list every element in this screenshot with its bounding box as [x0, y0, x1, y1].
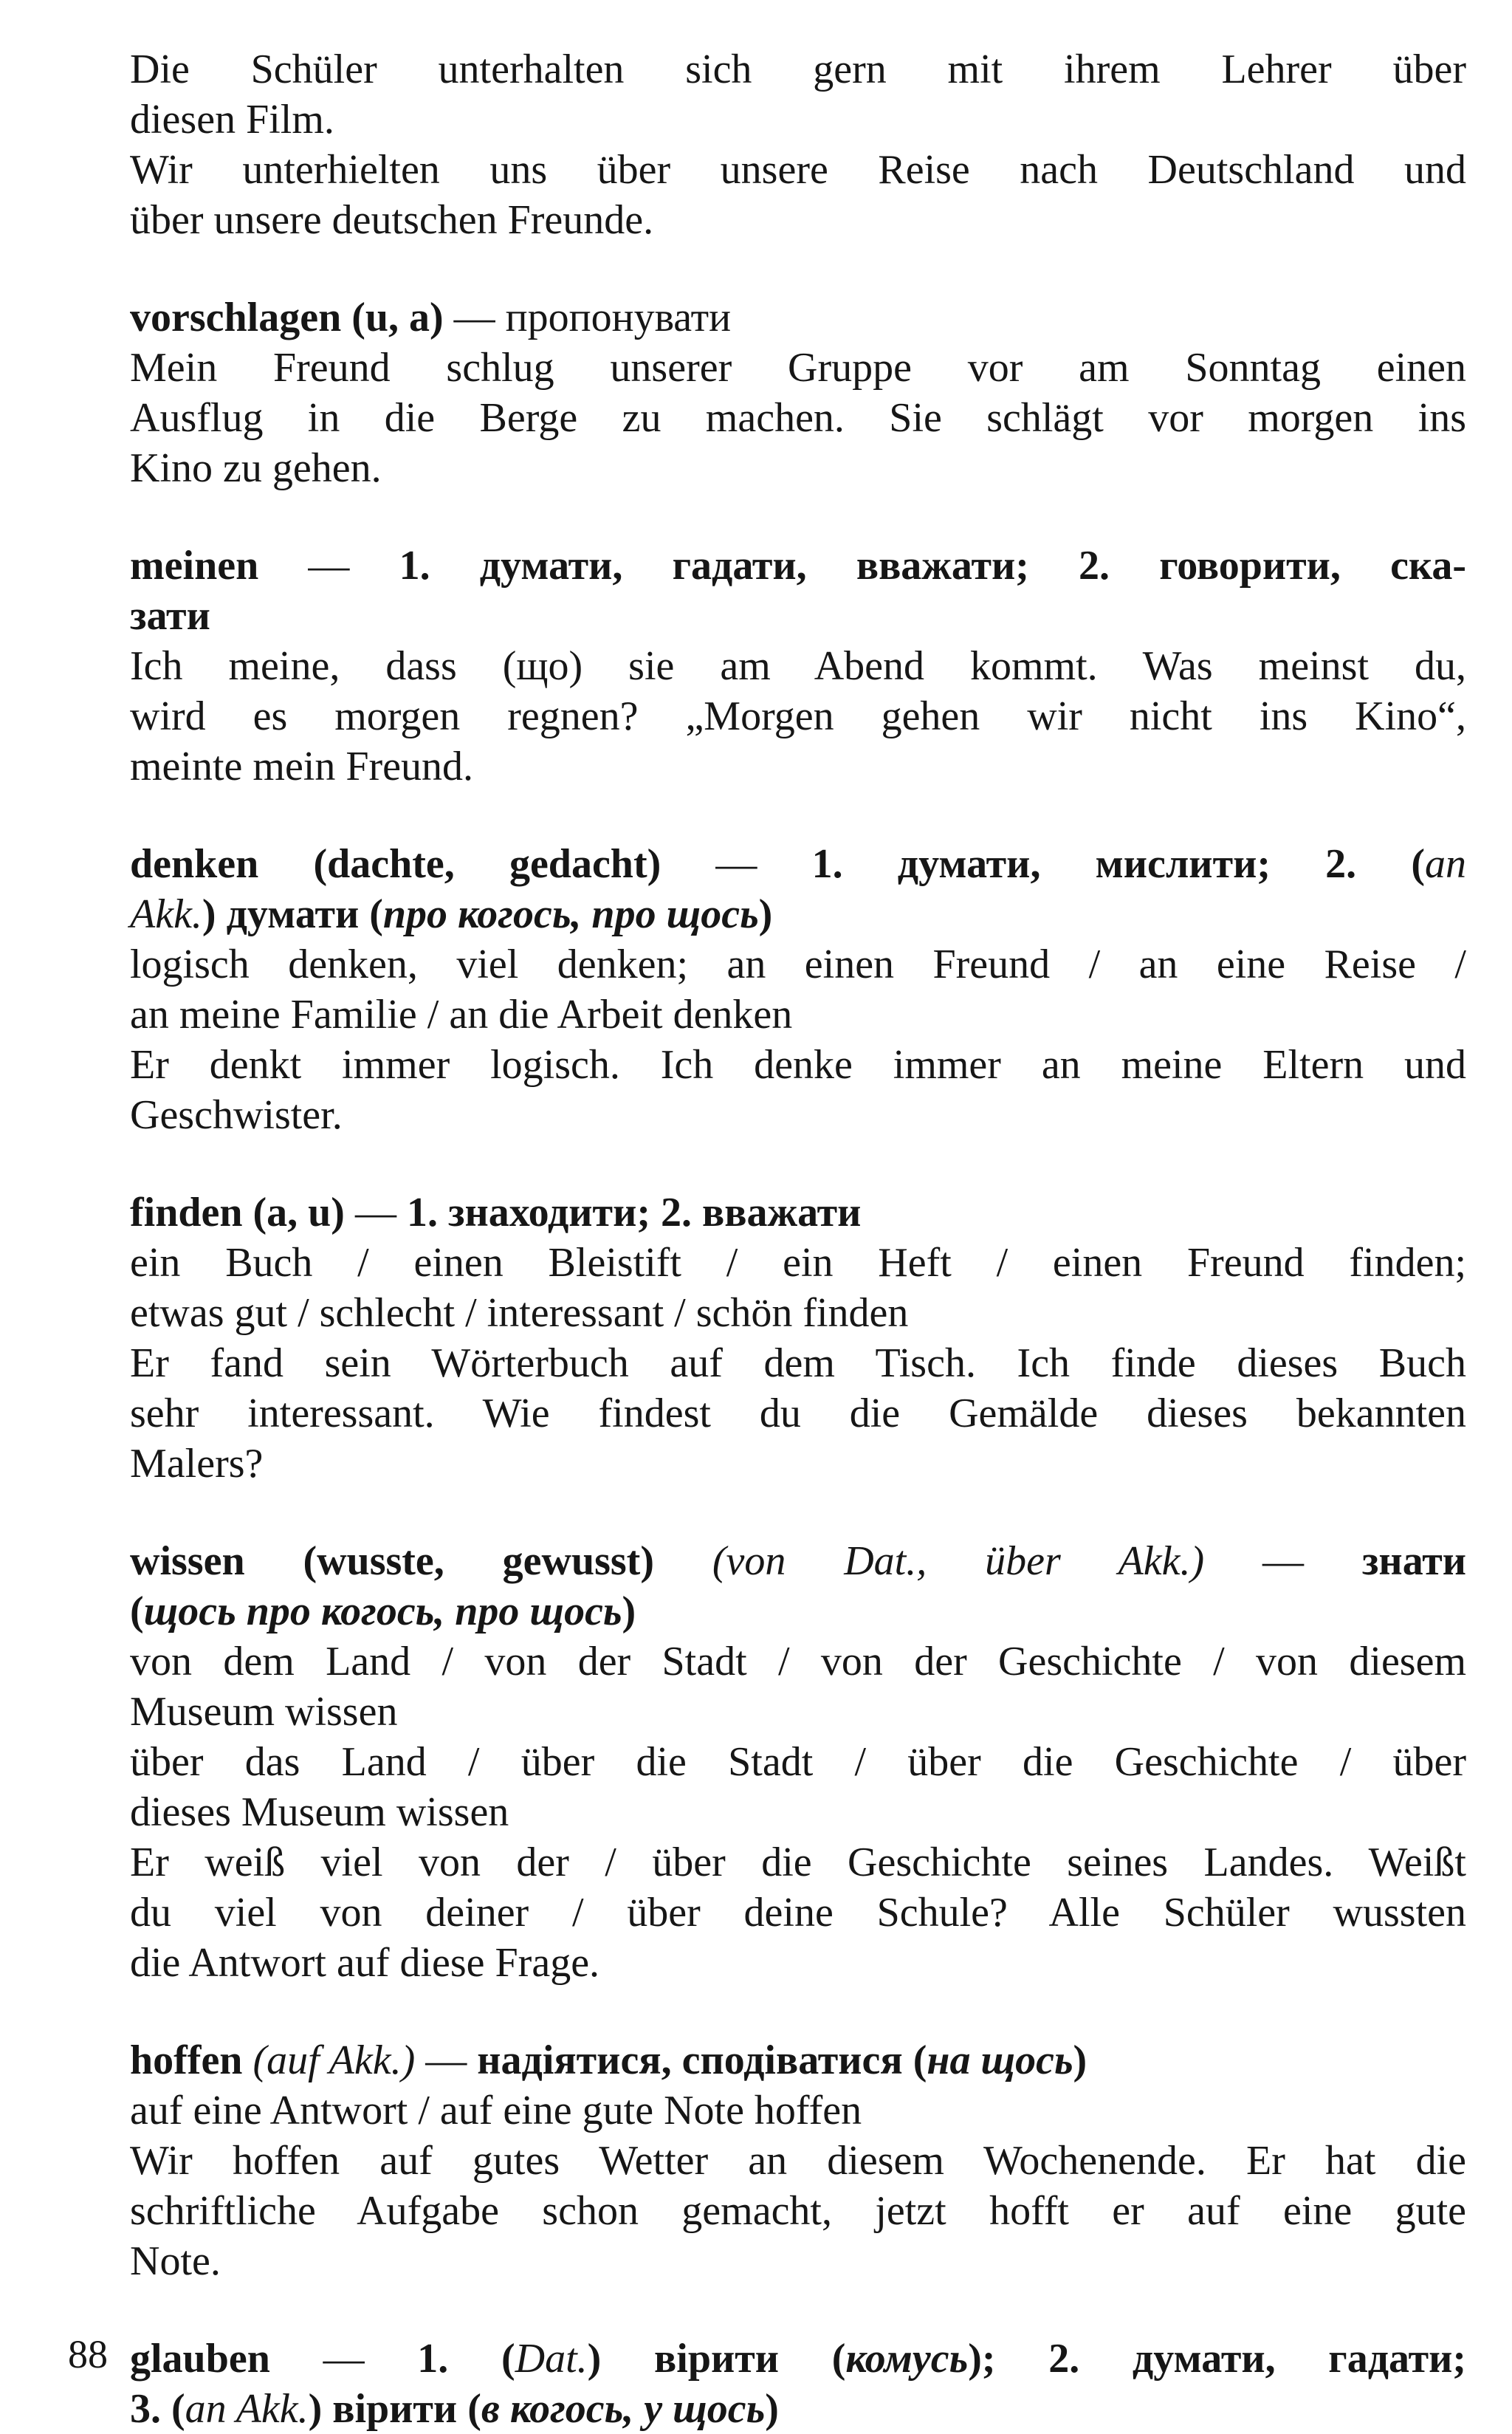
entry-finden: [130, 1187, 1466, 1489]
example-line: Note.: [130, 2238, 221, 2284]
headword: wissen (wusste, gewusst): [130, 1538, 654, 1584]
example-line: Kino zu gehen.: [130, 445, 382, 491]
entry-heading-continuation: [130, 2384, 1466, 2434]
translation: ): [1073, 2037, 1087, 2083]
headword: hoffen: [130, 2037, 243, 2083]
translation: ); 2. думати, гадати;: [968, 2336, 1467, 2382]
phrase-line: logisch denken, viel denken; an einen Freund / an eine Reise /: [130, 942, 1466, 987]
headword: vorschlagen (u, a): [130, 295, 444, 340]
entry-vorschlagen: [130, 292, 1466, 493]
phrase-line: etwas gut / schlecht / interessant / schön finden: [130, 1290, 909, 1336]
translation: надіятися, сподіватися (: [477, 2037, 927, 2083]
dictionary-page: [130, 44, 1466, 2434]
example-line: Mein Freund schlug unserer Gruppe vor am Sonntag einen: [130, 345, 1466, 391]
usage-note: в когось, у щось: [481, 2386, 766, 2432]
example-line: Wir hoffen auf gutes Wetter an diesem Wochenende. Er hat die: [130, 2138, 1466, 2184]
entry-heading: [130, 2334, 1466, 2384]
phrase-line: auf eine Antwort / auf eine gute Note hoffen: [130, 2088, 862, 2133]
usage-note-line: [130, 1586, 1466, 1636]
entry-heading: [130, 1536, 1466, 1586]
translation: 1. думати, гадати, вважати; 2. говорити, ска-: [399, 543, 1466, 589]
entry-continuation: [130, 44, 1466, 245]
usage-note: на щось: [927, 2037, 1073, 2083]
example-line: Malers?: [130, 1441, 264, 1487]
translation: ) вірити (: [587, 2336, 846, 2382]
entry-heading: [130, 1187, 1466, 1238]
example-line: Er fand sein Wörterbuch auf dem Tisch. Ich finde dieses Buch: [130, 1340, 1466, 1386]
entry-heading: [130, 839, 1466, 889]
text-line: Wir unterhielten uns über unsere Reise nach Deutschland und: [130, 147, 1466, 193]
text-line: Die Schüler unterhalten sich gern mit ihrem Lehrer über: [130, 47, 1466, 92]
translation: знати: [1361, 1538, 1467, 1584]
phrase-line: ein Buch / einen Bleistift / ein Heft / einen Freund finden;: [130, 1240, 1466, 1286]
usage-note: про когось, про щось: [382, 891, 759, 937]
grammar-note: (von Dat., über Akk.): [653, 1538, 1205, 1584]
paren-open: (: [130, 1588, 144, 1634]
translation: 1. думати, мислити; 2. (: [811, 841, 1425, 887]
translation: ) думати (: [202, 891, 383, 937]
entry-meinen: [130, 541, 1466, 792]
dash: —: [258, 543, 399, 589]
headword: denken (dachte, gedacht): [130, 841, 662, 887]
paren-close: ): [622, 1588, 636, 1634]
example-line: die Antwort auf diese Frage.: [130, 1940, 600, 1986]
translation: 1. знаходити; 2. вважати: [406, 1190, 862, 1235]
entry-hoffen: [130, 2035, 1466, 2286]
grammar-note: Akk.: [130, 891, 202, 937]
example-line: Ich meine, dass (що) sie am Abend kommt. Was meinst du,: [130, 643, 1466, 689]
translation: пропонувати: [505, 295, 732, 340]
entry-heading-continuation: [130, 889, 1466, 939]
translation: 1. (: [417, 2336, 515, 2382]
phrase-line: über das Land / über die Stadt / über die Geschichte / über: [130, 1739, 1466, 1785]
example-line: Er weiß viel von der / über die Geschichte seines Landes. Weißt: [130, 1840, 1466, 1885]
phrase-line: von dem Land / von der Stadt / von der Geschichte / von diesem: [130, 1639, 1466, 1684]
entry-wissen: [130, 1536, 1466, 1988]
example-line: Er denkt immer logisch. Ich denke immer an meine Eltern und: [130, 1042, 1466, 1088]
dash: —: [269, 2336, 418, 2382]
entry-denken: [130, 839, 1466, 1140]
example-line: du viel von deiner / über deine Schule? Alle Schüler wussten: [130, 1890, 1466, 1936]
grammar-note: Dat.: [515, 2336, 588, 2382]
entry-heading: [130, 2035, 1466, 2085]
grammar-note: an: [1425, 841, 1466, 887]
grammar-note: (auf Akk.): [242, 2037, 416, 2083]
headword: glauben: [130, 2336, 270, 2382]
dash: —: [661, 841, 812, 887]
entry-glauben: [130, 2334, 1466, 2434]
phrase-line: dieses Museum wissen: [130, 1789, 509, 1835]
example-line: Geschwister.: [130, 1092, 343, 1138]
dash: —: [344, 1190, 407, 1235]
phrase-line: Museum wissen: [130, 1689, 398, 1735]
dash: —: [443, 295, 506, 340]
translation-continuation: зати: [130, 593, 210, 639]
usage-note: комусь: [845, 2336, 969, 2382]
translation: ): [765, 2386, 779, 2432]
headword: meinen: [130, 543, 259, 589]
example-line: schriftliche Aufgabe schon gemacht, jetzt hofft er auf eine gute: [130, 2188, 1466, 2234]
grammar-note: an Akk.: [185, 2386, 309, 2432]
headword: finden (a, u): [130, 1190, 345, 1235]
usage-note: щось про когось, про щось: [143, 1588, 622, 1634]
example-line: Ausflug in die Berge zu machen. Sie schlägt vor morgen ins: [130, 395, 1466, 441]
dash: —: [1204, 1538, 1362, 1584]
phrase-line: an meine Familie / an die Arbeit denken: [130, 992, 793, 1038]
example-line: meinte mein Freund.: [130, 744, 474, 789]
translation: ) вірити (: [308, 2386, 481, 2432]
example-line: wird es morgen regnen? „Morgen gehen wir nicht ins Kino“,: [130, 693, 1466, 739]
text-line: diesen Film.: [130, 97, 334, 143]
translation: ): [758, 891, 773, 937]
dash: —: [415, 2037, 478, 2083]
text-line: über unsere deutschen Freunde.: [130, 197, 654, 243]
translation: 3. (: [130, 2386, 185, 2432]
example-line: sehr interessant. Wie findest du die Gemälde dieses bekannten: [130, 1391, 1466, 1436]
page-number: 88: [68, 2332, 108, 2376]
entry-heading: [130, 292, 1466, 343]
entry-heading: [130, 541, 1466, 591]
